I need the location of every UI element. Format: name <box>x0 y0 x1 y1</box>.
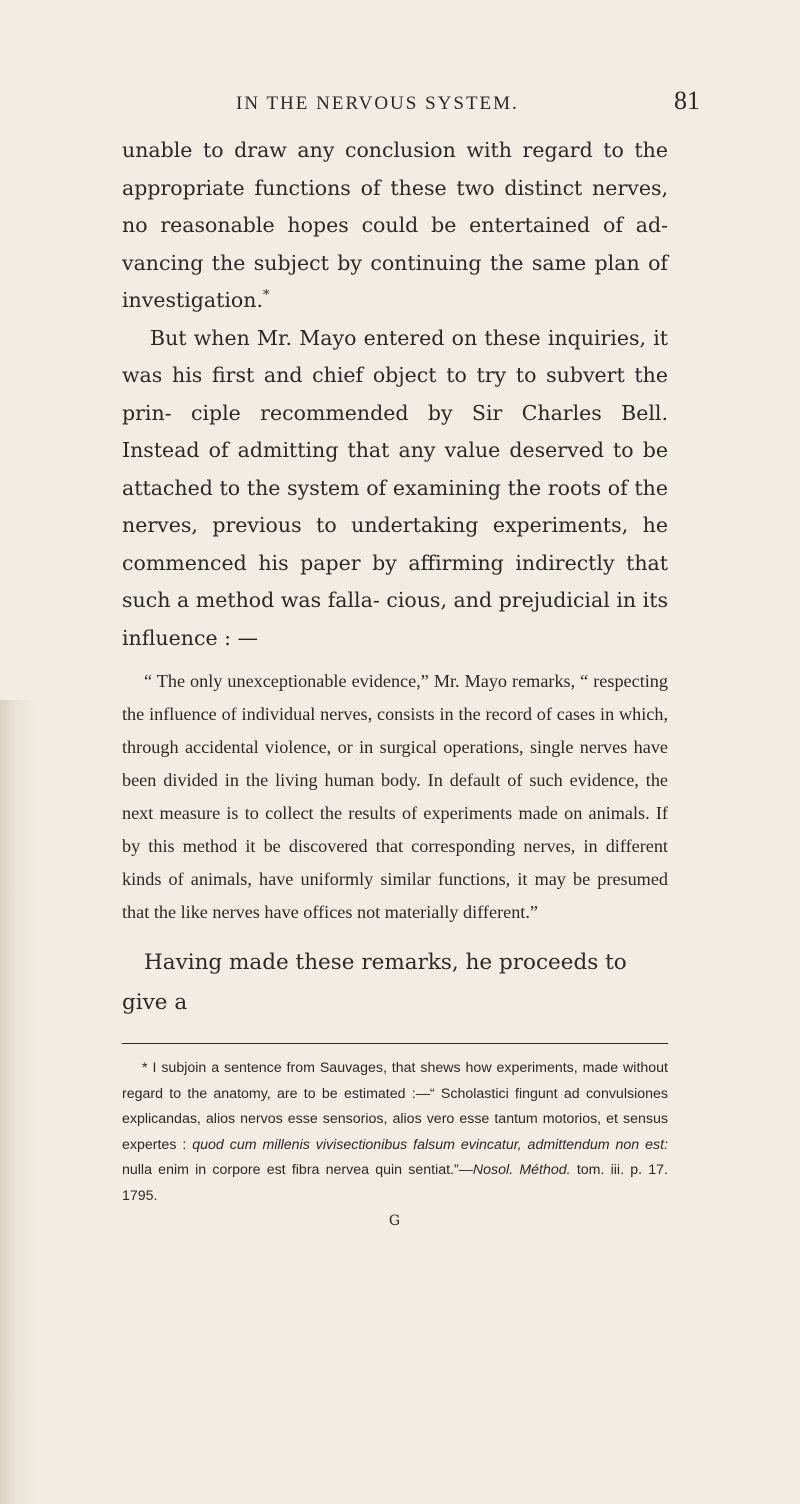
page-header <box>236 86 700 116</box>
footnote-citation-italic: Nosol. Méthod. <box>472 1162 571 1178</box>
footnote-mark: * <box>142 1060 148 1076</box>
block-quote: “ The only unexceptionable evidence,” Mr. Mayo remarks, “ respecting the influence of individual nerves, consists in the record of cases in which, through accidental violence, or in surgical operations, single nerves have been divided in the living human body. In default of such evidence, the next measure is to collect the results of experiments made on animals. If by this method it be discovered that corresponding nerves, in different kinds of animals, have uniformly similar functions, it may be presumed that the like nerves have offices not materially different.” <box>122 671 668 922</box>
page-edge-shadow <box>0 700 36 1504</box>
footnote-reference: * <box>263 288 270 304</box>
signature-mark: G <box>388 1213 402 1229</box>
footnote-citation-rest: tom. iii. p. 17. 1795. <box>122 1162 668 1204</box>
footnote-rule <box>122 1043 668 1044</box>
paragraph-1 <box>122 132 668 320</box>
paragraph-1-text: unable to draw any conclusion with regard to the appropriate functions of these two distinct nerves, no reasonable hopes could be entertained of ad- vancing the subject by continuing the same plan of investigation. <box>122 138 668 312</box>
footnote-text-b: nulla enim in corpore est fibra nervea quin sentiat.”— <box>122 1162 473 1178</box>
paragraph-2: But when Mr. Mayo entered on these inquiries, it was his first and chief object to try to subvert the prin- ciple recommended by Sir Charles Bell. Instead of admitting that any value deserved to be attached to the system of examining the roots of the nerves, previous to undertaking experiments, he commenced his paper by affirming indirectly that such a method was falla- cious, and prejudicial in its influence : — <box>122 325 668 650</box>
page-number: 81 <box>674 86 700 115</box>
body-text <box>122 132 668 1229</box>
running-head: IN THE NERVOUS SYSTEM. <box>236 93 519 114</box>
footnote-text-a: I subjoin a sentence from Sauvages, that shews how experiments, made without regard to the anatomy, are to be estimated :—“ Scholastici fingunt ad convulsiones explicandas, alios nervos esse sensorios, alios vero esse tantum motorios, et sensus expertes : <box>122 1060 668 1153</box>
paragraph-3: Having made these remarks, he proceeds to give a <box>122 950 627 1015</box>
footnote-text-italic: quod cum millenis vivisectionibus falsum evincatur, admittendum non est: <box>192 1136 668 1153</box>
footnote <box>122 1056 668 1209</box>
